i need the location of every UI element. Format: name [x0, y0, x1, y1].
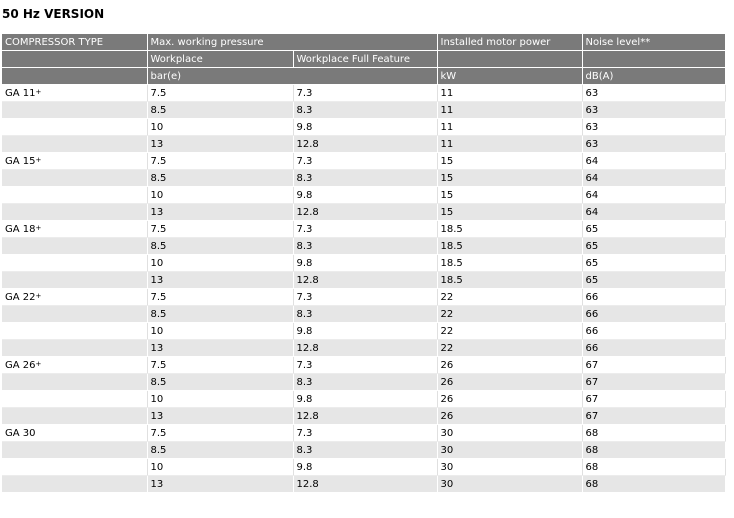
compressor-model: GA 30: [5, 427, 36, 439]
cell-noise-level: 64: [582, 187, 725, 204]
cell-compressor-type: [2, 204, 147, 221]
cell-workplace-pressure: 13: [147, 204, 293, 221]
cell-motor-power: 22: [437, 340, 582, 357]
cell-noise-level: 68: [582, 476, 725, 493]
header-noise-level: Noise level**: [582, 34, 725, 51]
cell-noise-level: 64: [582, 170, 725, 187]
cell-noise-level: 65: [582, 238, 725, 255]
cell-noise-level: 68: [582, 459, 725, 476]
cell-noise-level: 63: [582, 102, 725, 119]
table-row: [2, 323, 725, 340]
table-row: [2, 459, 725, 476]
cell-noise-level: 64: [582, 153, 725, 170]
cell-workplace-pressure: 10: [147, 119, 293, 136]
cell-motor-power: 18.5: [437, 272, 582, 289]
table-row: [2, 85, 725, 102]
cell-compressor-type: [2, 289, 147, 306]
cell-noise-level: 66: [582, 289, 725, 306]
cell-workplace-pressure: 8.5: [147, 374, 293, 391]
cell-noise-level: 65: [582, 255, 725, 272]
compressor-model: GA 18: [5, 223, 36, 235]
cell-compressor-type: [2, 476, 147, 493]
cell-noise-level: 68: [582, 425, 725, 442]
header-row: [2, 34, 725, 51]
cell-workplace-pressure: 10: [147, 323, 293, 340]
cell-noise-level: 63: [582, 136, 725, 153]
cell-workplace-pressure: 7.5: [147, 357, 293, 374]
table-row: [2, 272, 725, 289]
compressor-model: GA 15: [5, 155, 36, 167]
compressor-model: GA 11: [5, 87, 36, 99]
cell-compressor-type: [2, 357, 147, 374]
cell-noise-level: 67: [582, 408, 725, 425]
cell-motor-power: 30: [437, 442, 582, 459]
header-workplace-ff: Workplace Full Feature: [293, 51, 437, 68]
cell-noise-level: 67: [582, 357, 725, 374]
cell-full-feature-pressure: 9.8: [293, 323, 437, 340]
cell-noise-level: 64: [582, 204, 725, 221]
cell-workplace-pressure: 7.5: [147, 153, 293, 170]
cell-workplace-pressure: 8.5: [147, 170, 293, 187]
cell-noise-level: 65: [582, 221, 725, 238]
cell-full-feature-pressure: 12.8: [293, 136, 437, 153]
subheader-row: [2, 51, 725, 68]
cell-full-feature-pressure: 8.3: [293, 442, 437, 459]
table-row: [2, 340, 725, 357]
compressor-model: GA 26: [5, 359, 36, 371]
cell-workplace-pressure: 13: [147, 340, 293, 357]
header-empty: [582, 51, 725, 68]
table-row: [2, 425, 725, 442]
cell-full-feature-pressure: 7.3: [293, 289, 437, 306]
cell-noise-level: 67: [582, 391, 725, 408]
cell-full-feature-pressure: 9.8: [293, 187, 437, 204]
cell-full-feature-pressure: 9.8: [293, 119, 437, 136]
cell-motor-power: 11: [437, 85, 582, 102]
table-row: [2, 476, 725, 493]
cell-workplace-pressure: 10: [147, 391, 293, 408]
cell-motor-power: 26: [437, 391, 582, 408]
cell-full-feature-pressure: 8.3: [293, 306, 437, 323]
cell-motor-power: 15: [437, 153, 582, 170]
table-row: [2, 238, 725, 255]
cell-motor-power: 22: [437, 323, 582, 340]
table-row: [2, 221, 725, 238]
header-empty: [2, 68, 147, 85]
table-row: [2, 289, 725, 306]
cell-compressor-type: [2, 459, 147, 476]
cell-noise-level: 66: [582, 340, 725, 357]
table-row: [2, 204, 725, 221]
cell-workplace-pressure: 13: [147, 136, 293, 153]
cell-compressor-type: [2, 85, 147, 102]
cell-compressor-type: [2, 442, 147, 459]
cell-compressor-type: [2, 153, 147, 170]
cell-compressor-type: [2, 102, 147, 119]
cell-workplace-pressure: 13: [147, 476, 293, 493]
cell-compressor-type: [2, 119, 147, 136]
page-title: 50 Hz VERSION: [2, 7, 105, 21]
cell-workplace-pressure: 10: [147, 459, 293, 476]
table-row: [2, 357, 725, 374]
table-row: [2, 306, 725, 323]
cell-motor-power: 11: [437, 136, 582, 153]
cell-motor-power: 11: [437, 119, 582, 136]
cell-workplace-pressure: 8.5: [147, 238, 293, 255]
model-footnote-mark: +: [35, 223, 42, 232]
header-motor-power: Installed motor power: [437, 34, 582, 51]
units-row: [2, 68, 725, 85]
cell-full-feature-pressure: 8.3: [293, 170, 437, 187]
cell-compressor-type: [2, 221, 147, 238]
cell-compressor-type: [2, 170, 147, 187]
cell-workplace-pressure: 13: [147, 272, 293, 289]
cell-compressor-type: [2, 187, 147, 204]
cell-full-feature-pressure: 12.8: [293, 340, 437, 357]
cell-full-feature-pressure: 12.8: [293, 272, 437, 289]
model-footnote-mark: +: [35, 155, 42, 164]
table-row: [2, 119, 725, 136]
cell-motor-power: 18.5: [437, 221, 582, 238]
table-row: [2, 153, 725, 170]
cell-noise-level: 66: [582, 306, 725, 323]
cell-full-feature-pressure: 7.3: [293, 221, 437, 238]
unit-noise: dB(A): [582, 68, 725, 85]
cell-compressor-type: [2, 136, 147, 153]
cell-full-feature-pressure: 8.3: [293, 238, 437, 255]
cell-noise-level: 65: [582, 272, 725, 289]
cell-workplace-pressure: 10: [147, 255, 293, 272]
cell-full-feature-pressure: 9.8: [293, 255, 437, 272]
cell-noise-level: 63: [582, 119, 725, 136]
cell-compressor-type: [2, 306, 147, 323]
cell-workplace-pressure: 8.5: [147, 442, 293, 459]
table-row: [2, 374, 725, 391]
unit-pressure: bar(e): [147, 68, 437, 85]
cell-compressor-type: [2, 272, 147, 289]
table-row: [2, 187, 725, 204]
cell-compressor-type: [2, 255, 147, 272]
cell-compressor-type: [2, 374, 147, 391]
table-row: [2, 170, 725, 187]
cell-motor-power: 15: [437, 170, 582, 187]
cell-motor-power: 30: [437, 425, 582, 442]
cell-workplace-pressure: 7.5: [147, 85, 293, 102]
cell-motor-power: 26: [437, 357, 582, 374]
model-footnote-mark: +: [35, 359, 42, 368]
cell-full-feature-pressure: 12.8: [293, 204, 437, 221]
header-empty: [437, 51, 582, 68]
cell-workplace-pressure: 8.5: [147, 102, 293, 119]
compressor-model: GA 22: [5, 291, 36, 303]
cell-motor-power: 22: [437, 306, 582, 323]
cell-motor-power: 22: [437, 289, 582, 306]
header-max-pressure: Max. working pressure: [147, 34, 437, 51]
cell-motor-power: 15: [437, 187, 582, 204]
model-footnote-mark: +: [35, 291, 42, 300]
header-empty: [2, 51, 147, 68]
cell-full-feature-pressure: 9.8: [293, 459, 437, 476]
cell-motor-power: 18.5: [437, 255, 582, 272]
cell-noise-level: 68: [582, 442, 725, 459]
table-row: [2, 391, 725, 408]
cell-full-feature-pressure: 8.3: [293, 374, 437, 391]
cell-workplace-pressure: 13: [147, 408, 293, 425]
table-row: [2, 408, 725, 425]
cell-workplace-pressure: 10: [147, 187, 293, 204]
cell-workplace-pressure: 7.5: [147, 221, 293, 238]
cell-compressor-type: [2, 340, 147, 357]
cell-motor-power: 26: [437, 374, 582, 391]
cell-motor-power: 30: [437, 476, 582, 493]
header-workplace: Workplace: [147, 51, 293, 68]
cell-full-feature-pressure: 9.8: [293, 391, 437, 408]
table-row: [2, 255, 725, 272]
cell-full-feature-pressure: 8.3: [293, 102, 437, 119]
compressor-spec-table: [2, 34, 726, 493]
cell-compressor-type: [2, 408, 147, 425]
cell-compressor-type: [2, 323, 147, 340]
table-row: [2, 442, 725, 459]
model-footnote-mark: +: [35, 87, 42, 96]
cell-noise-level: 67: [582, 374, 725, 391]
table-row: [2, 102, 725, 119]
cell-full-feature-pressure: 7.3: [293, 425, 437, 442]
table-row: [2, 136, 725, 153]
cell-motor-power: 26: [437, 408, 582, 425]
cell-compressor-type: [2, 238, 147, 255]
cell-full-feature-pressure: 12.8: [293, 476, 437, 493]
cell-noise-level: 63: [582, 85, 725, 102]
cell-full-feature-pressure: 7.3: [293, 153, 437, 170]
cell-compressor-type: [2, 425, 147, 442]
cell-full-feature-pressure: 12.8: [293, 408, 437, 425]
cell-workplace-pressure: 7.5: [147, 425, 293, 442]
cell-full-feature-pressure: 7.3: [293, 357, 437, 374]
cell-motor-power: 18.5: [437, 238, 582, 255]
cell-full-feature-pressure: 7.3: [293, 85, 437, 102]
cell-motor-power: 11: [437, 102, 582, 119]
cell-compressor-type: [2, 391, 147, 408]
cell-motor-power: 15: [437, 204, 582, 221]
unit-power: kW: [437, 68, 582, 85]
header-compressor-type: COMPRESSOR TYPE: [2, 34, 147, 51]
cell-motor-power: 30: [437, 459, 582, 476]
cell-workplace-pressure: 8.5: [147, 306, 293, 323]
cell-noise-level: 66: [582, 323, 725, 340]
cell-workplace-pressure: 7.5: [147, 289, 293, 306]
